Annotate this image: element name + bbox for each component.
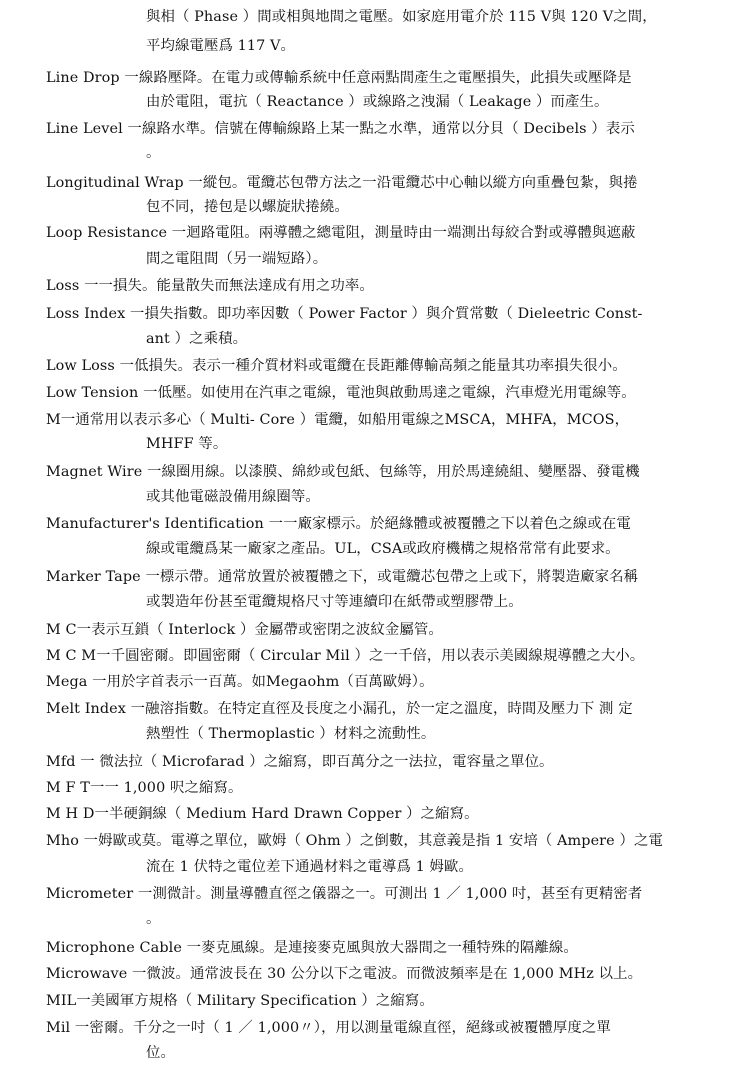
- entry-line: Mega 一用於字首表示一百萬。如Megaohm（百萬歐姆）。: [46, 674, 434, 690]
- entry-line: Loss Index 一損失指數。即功率因數（ Power Factor ）與介質常數（ Dieleetric Const-: [46, 306, 643, 322]
- entry-line: Magnet Wire 一線圈用線。以漆膜、綿紗或包紙、包絲等，用於馬達繞組、變壓器、發電機: [46, 464, 640, 480]
- entry-line: Line Drop 一線路壓降。在電力或傳輸系統中任意兩點間產生之電壓損失，此損失或壓降是: [46, 70, 632, 86]
- entry-line: 線或電纜爲某一廠家之產品。UL，CSA或政府機構之規格常常有此要求。: [146, 541, 620, 557]
- entry-line: Longitudinal Wrap 一縱包。電纜芯包帶方法之一沿電纜芯中心軸以縱方向重疊包紮，與捲: [46, 175, 638, 191]
- entry-line: 包不同，捲包是以螺旋狀捲繞。: [146, 199, 349, 215]
- entry-line: 流在 1 伏特之電位差下通過材料之電導爲 1 姆歐。: [146, 859, 474, 875]
- entry-line: Micrometer 一測微計。測量導體直徑之儀器之一。可測出 1 ／ 1,000 吋，甚至有更精密者: [46, 886, 643, 902]
- entry-line: M一通常用以表示多心（ Multi- Core ）電纜，如船用電線之MSCA，MHFA，MCOS，: [46, 412, 630, 428]
- entry-line: M C一表示互鎖（ Interlock ）金屬帶或密閉之波紋金屬管。: [46, 622, 443, 638]
- entry-line: M F T一一 1,000 呎之縮寫。: [46, 780, 243, 796]
- entry-line: M H D一半硬銅線（ Medium Hard Drawn Copper ）之縮寫。: [46, 806, 479, 822]
- entry-line: 由於電阻，電抗（ Reactance ）或線路之洩漏（ Leakage ）而產生。: [146, 94, 609, 110]
- entry-line: 間之電阻間（另一端短路）。: [146, 251, 328, 267]
- entry-line: Mil 一密爾。千分之一吋（ 1 ／ 1,000〃），用以測量電線直徑，絕緣或被覆體厚度之單: [46, 1020, 611, 1036]
- entry-line: 與相（ Phase ）間或相與地間之電壓。如家庭用電介於 115 V與 120 V之間，: [146, 9, 657, 25]
- entry-line: 平均線電壓爲 117 V。: [146, 38, 296, 54]
- entry-line: Marker Tape 一標示帶。通常放置於被覆體之下，或電纜芯包帶之上或下，將製造廠家名稱: [46, 569, 639, 585]
- entry-line: Mfd 一 微法拉（ Microfarad ）之縮寫，即百萬分之一法拉，電容量之單位。: [46, 754, 554, 770]
- entry-line: Loop Resistance 一迴路電阻。兩導體之總電阻，測量時由一端測出每絞合對或導體與遮蔽: [46, 225, 636, 241]
- entry-line: ant ）之乘積。: [146, 331, 248, 347]
- entry-line: 位。: [146, 1045, 175, 1061]
- entry-line: Manufacturer's Identification 一一廠家標示。於絕緣體或被覆體之下以着色之線或在電: [46, 516, 631, 532]
- entry-line: 。: [146, 911, 161, 927]
- entry-line: MHFF 等。: [146, 436, 228, 452]
- entry-line: Low Loss 一低損失。表示一種介質材料或電纜在長距離傳輸高頻之能量其功率損失很小。: [46, 358, 627, 374]
- entry-line: Loss 一一損失。能量散失而無法達成有用之功率。: [46, 278, 374, 294]
- entry-line: 。: [146, 145, 161, 161]
- entry-line: Microwave 一微波。通常波長在 30 公分以下之電波。而微波頻率是在 1,000 MHz 以上。: [46, 966, 643, 982]
- entry-line: 或其他電磁設備用線圈等。: [146, 489, 320, 505]
- entry-line: 或製造年份甚至電纜規格尺寸等連續印在紙帶或塑膠帶上。: [146, 594, 523, 610]
- entry-line: Melt Index 一融溶指數。在特定直徑及長度之小漏孔，於一定之溫度，時間及壓力下 測 定: [46, 701, 633, 717]
- entry-line: MIL一美國軍方規格（ Military Specification ）之縮寫。: [46, 993, 434, 1009]
- entry-line: M C M一千圓密爾。即圓密爾（ Circular Mil ）之一千倍，用以表示美國線規導體之大小。: [46, 648, 645, 664]
- entry-line: 熱塑性（ Thermoplastic ）材料之流動性。: [146, 726, 436, 742]
- entry-line: Line Level 一線路水準。信號在傳輸線路上某一點之水準，通常以分貝（ Decibels ）表示: [46, 121, 635, 137]
- entry-line: Microphone Cable 一麥克風線。是連接麥克風與放大器間之一種特殊的隔離線。: [46, 940, 578, 956]
- entry-line: Mho 一姆歐或莫。電導之單位，歐姆（ Ohm ）之倒數，其意義是指 1 安培（ Ampere ）之電: [46, 833, 663, 849]
- entry-line: Low Tension 一低壓。如使用在汽車之電線，電池與啟動馬達之電線，汽車燈光用電線等。: [46, 385, 636, 401]
